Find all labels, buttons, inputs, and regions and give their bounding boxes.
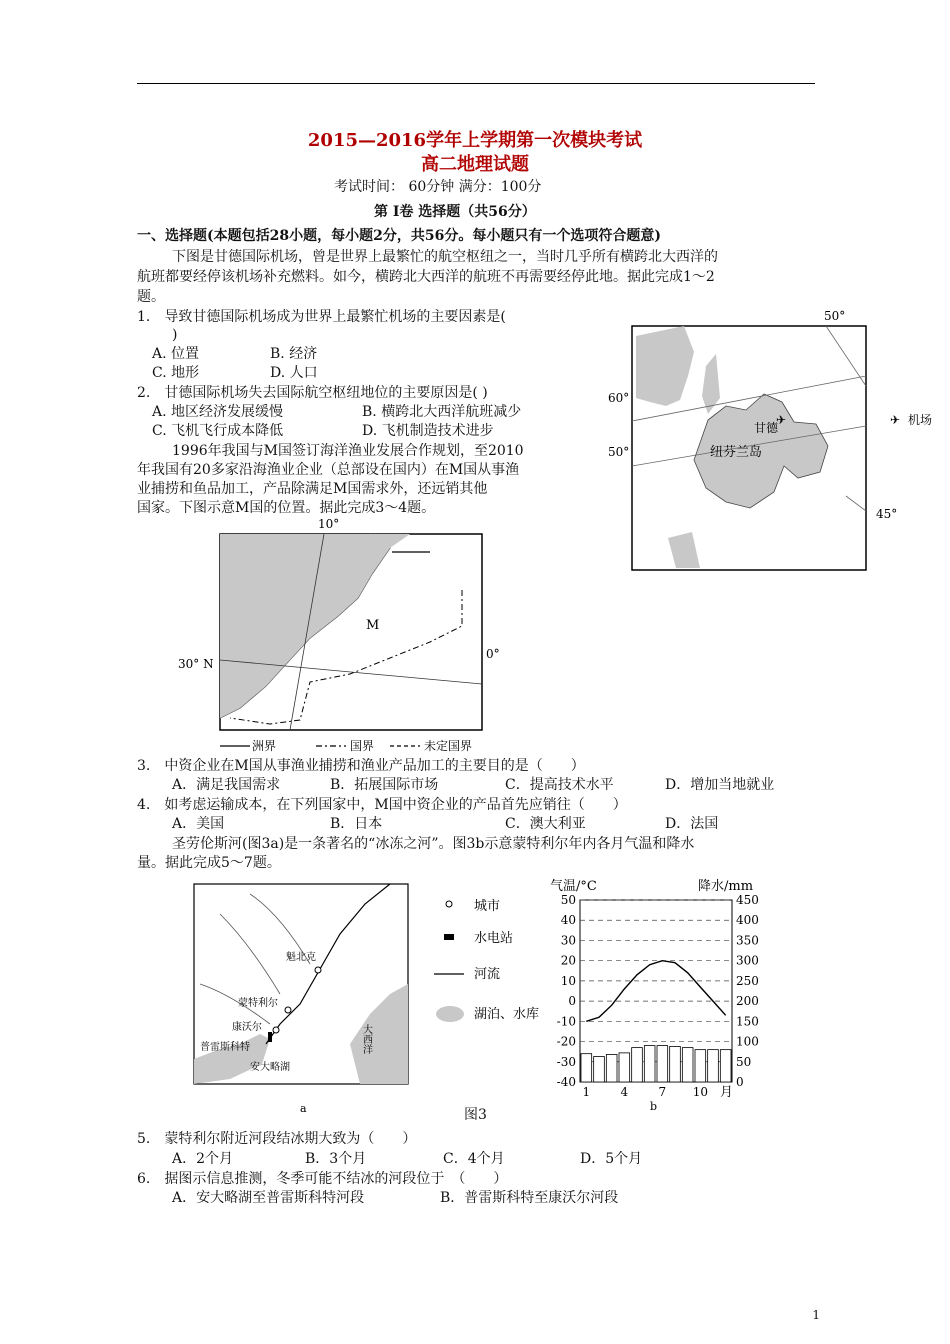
option-2-A: A. 地区经济发展缓慢	[152, 404, 284, 420]
gander-airport-icon: ✈	[776, 413, 787, 427]
option-1-B: B. 经济	[270, 346, 318, 362]
precip-bar	[606, 1054, 617, 1082]
legend-continent: 洲界	[252, 739, 277, 753]
question-5-stem: 5. 蒙特利尔附近河段结冰期大致为（ ）	[137, 1131, 417, 1147]
y-tick-right: 450	[736, 893, 759, 907]
y-tick-left: 10	[560, 973, 576, 988]
m-country-map	[170, 514, 520, 758]
y-tick-right: 200	[736, 994, 759, 1009]
legend-airport-label: 机场	[908, 413, 933, 427]
legend-airport-icon: ✈	[890, 413, 901, 427]
y-tick-left: -40	[556, 1075, 576, 1089]
passage-line: 业捕捞和鱼品加工，产品除满足M国需求外，还远销其他	[137, 481, 488, 497]
precip-bar	[581, 1054, 592, 1082]
legend-city: 城市	[474, 899, 501, 914]
y-tick-left: 20	[560, 953, 576, 968]
city-label: 普雷斯科特	[200, 1042, 250, 1053]
y-tick-right: 400	[736, 913, 759, 928]
precip-bar	[619, 1053, 630, 1082]
legend-lake: 湖泊、水库	[474, 1007, 540, 1022]
y-tick-left: 30	[560, 933, 576, 948]
option-1-A: A. 位置	[152, 346, 200, 362]
option-1-D: D. 人口	[270, 365, 318, 381]
passage-line: 题。	[137, 289, 165, 305]
option-5-A: A．2个月	[172, 1151, 234, 1167]
x-tick: 1	[582, 1085, 591, 1099]
y-tick-right: 350	[736, 933, 759, 948]
part1-instruction: 一、选择题(本题包括28小题，每小题2分，共56分。每小题只有一个选项符合题意)	[137, 228, 661, 244]
exam-subtitle: 高二地理试题	[421, 154, 529, 175]
y-tick-left: 0	[568, 994, 576, 1009]
question-1-close: )	[172, 327, 178, 343]
passage-line: 国家。下图示意M国的位置。据此完成3～4题。	[137, 500, 436, 516]
y-tick-left: 50	[560, 893, 576, 907]
question-3-stem: 3. 中资企业在M国从事渔业捕捞和渔业产品加工的主要目的是（ ）	[137, 758, 585, 774]
precip-bar	[708, 1050, 719, 1082]
precip-bar	[632, 1048, 643, 1082]
option-6-A: A．安大略湖至普雷斯科特河段	[172, 1190, 365, 1206]
option-3-A: A．满足我国需求	[172, 777, 281, 793]
m-label: M	[366, 618, 380, 633]
precip-bar	[657, 1046, 668, 1082]
city-label: 魁北克	[286, 952, 316, 963]
question-1-stem: 1. 导致甘德国际机场成为世界上最繁忙机场的主要因素是(	[137, 309, 506, 325]
top-rule	[137, 83, 815, 84]
lat-label: 50°	[608, 445, 630, 459]
x-tick: 4	[620, 1085, 629, 1099]
option-4-D: D．法国	[665, 816, 719, 832]
lat-label: 50°	[824, 309, 846, 323]
option-1-C: C. 地形	[152, 365, 200, 381]
y-tick-right: 250	[736, 973, 759, 988]
gander-label: 甘德	[754, 421, 779, 435]
precip-bar	[644, 1046, 655, 1082]
option-4-A: A．美国	[172, 816, 225, 832]
question-2-stem: 2. 甘德国际机场失去国际航空枢纽地位的主要原因是( )	[137, 385, 488, 401]
chart-ylabel-right: 降水/mm	[698, 879, 754, 894]
precip-bar	[594, 1057, 605, 1082]
city-label: 蒙特利尔	[238, 998, 278, 1009]
option-4-B: B．日本	[330, 816, 383, 832]
y-tick-left: -30	[556, 1054, 576, 1069]
lake-label: 安大略湖	[250, 1062, 290, 1073]
option-2-B: B. 横跨北大西洋航班减少	[362, 404, 522, 420]
fig3b-label: b	[650, 1100, 658, 1113]
option-3-B: B．拓展国际市场	[330, 777, 439, 793]
passage-line: 量。据此完成5～7题。	[137, 855, 281, 871]
x-tick: 7	[658, 1085, 667, 1099]
option-6-B: B．普雷斯科特至康沃尔河段	[440, 1190, 619, 1206]
option-5-D: D．5个月	[580, 1151, 643, 1167]
passage-line: 年我国有20多家沿海渔业企业（总部设在国内）在M国从事渔	[137, 462, 520, 478]
legend-hydro: 水电站	[474, 931, 514, 946]
precip-bar	[670, 1046, 681, 1082]
y-tick-right: 100	[736, 1034, 759, 1049]
y-tick-left: 40	[560, 913, 576, 928]
chart-xlabel: 月	[720, 1085, 734, 1100]
legend-border: 国界	[350, 739, 375, 753]
lat-label: 45°	[876, 507, 898, 521]
lat-label: 60°	[608, 391, 630, 405]
city-label: 康沃尔	[232, 1022, 262, 1033]
y-tick-right: 300	[736, 953, 759, 968]
fig3-caption: 图3	[464, 1107, 487, 1123]
exam-title: 2015—2016学年上学期第一次模块考试	[307, 130, 643, 151]
question-6-stem: 6. 据图示信息推测，冬季可能不结冰的河段位于 （ ）	[137, 1171, 508, 1187]
y-tick-right: 50	[736, 1054, 752, 1069]
y-tick-right: 150	[736, 1014, 759, 1029]
fig3a-map	[190, 874, 550, 1124]
precip-bar	[720, 1050, 731, 1082]
exam-info: 考试时间： 60分钟 满分：100分	[334, 179, 542, 195]
passage-line: 1996年我国与M国签订海洋渔业发展合作规划，至2010	[172, 443, 524, 459]
legend-undetermined: 未定国界	[424, 739, 473, 753]
passage-line: 下图是甘德国际机场，曾是世界上最繁忙的航空枢纽之一，当时几乎所有横跨北大西洋的	[172, 249, 718, 265]
ocean-label: 大西洋	[360, 1024, 372, 1054]
option-5-B: B．3个月	[305, 1151, 367, 1167]
lat-label: 30° N	[178, 657, 214, 671]
legend-river: 河流	[474, 967, 501, 982]
option-2-C: C. 飞机飞行成本降低	[152, 423, 284, 439]
option-2-D: D. 飞机制造技术进步	[362, 423, 494, 439]
y-tick-right: 0	[736, 1075, 744, 1089]
option-3-C: C．提高技术水平	[505, 777, 614, 793]
precip-bar	[682, 1048, 693, 1082]
fig3a-label: a	[300, 1102, 307, 1115]
lon-label: 0°	[486, 647, 500, 661]
lon-label: 10°	[318, 517, 340, 531]
x-tick: 10	[692, 1085, 708, 1099]
island-label: 纽芬兰岛	[710, 445, 763, 460]
option-4-C: C．澳大利亚	[505, 816, 586, 832]
page-number: 1	[812, 1308, 820, 1322]
option-5-C: C．4个月	[443, 1151, 505, 1167]
chart-ylabel-left: 气温/°C	[550, 879, 597, 894]
part1-heading: 第 Ⅰ卷 选择题（共56分）	[374, 204, 536, 220]
question-4-stem: 4. 如考虑运输成本，在下列国家中，M国中资企业的产品首先应销往（ ）	[137, 797, 627, 813]
precip-bar	[695, 1050, 706, 1082]
option-3-D: D．增加当地就业	[665, 777, 775, 793]
passage-line: 圣劳伦斯河(图3a)是一条著名的“冰冻之河”。图3b示意蒙特利尔年内各月气温和降水	[172, 836, 695, 852]
y-tick-left: -10	[556, 1014, 576, 1029]
fig3b-climate-chart	[550, 874, 770, 1124]
y-tick-left: -20	[556, 1034, 576, 1049]
newfoundland-map	[596, 306, 950, 572]
passage-line: 航班都要经停该机场补充燃料。如今，横跨北大西洋的航班不再需要经停此地。据此完成1～2	[137, 269, 715, 285]
